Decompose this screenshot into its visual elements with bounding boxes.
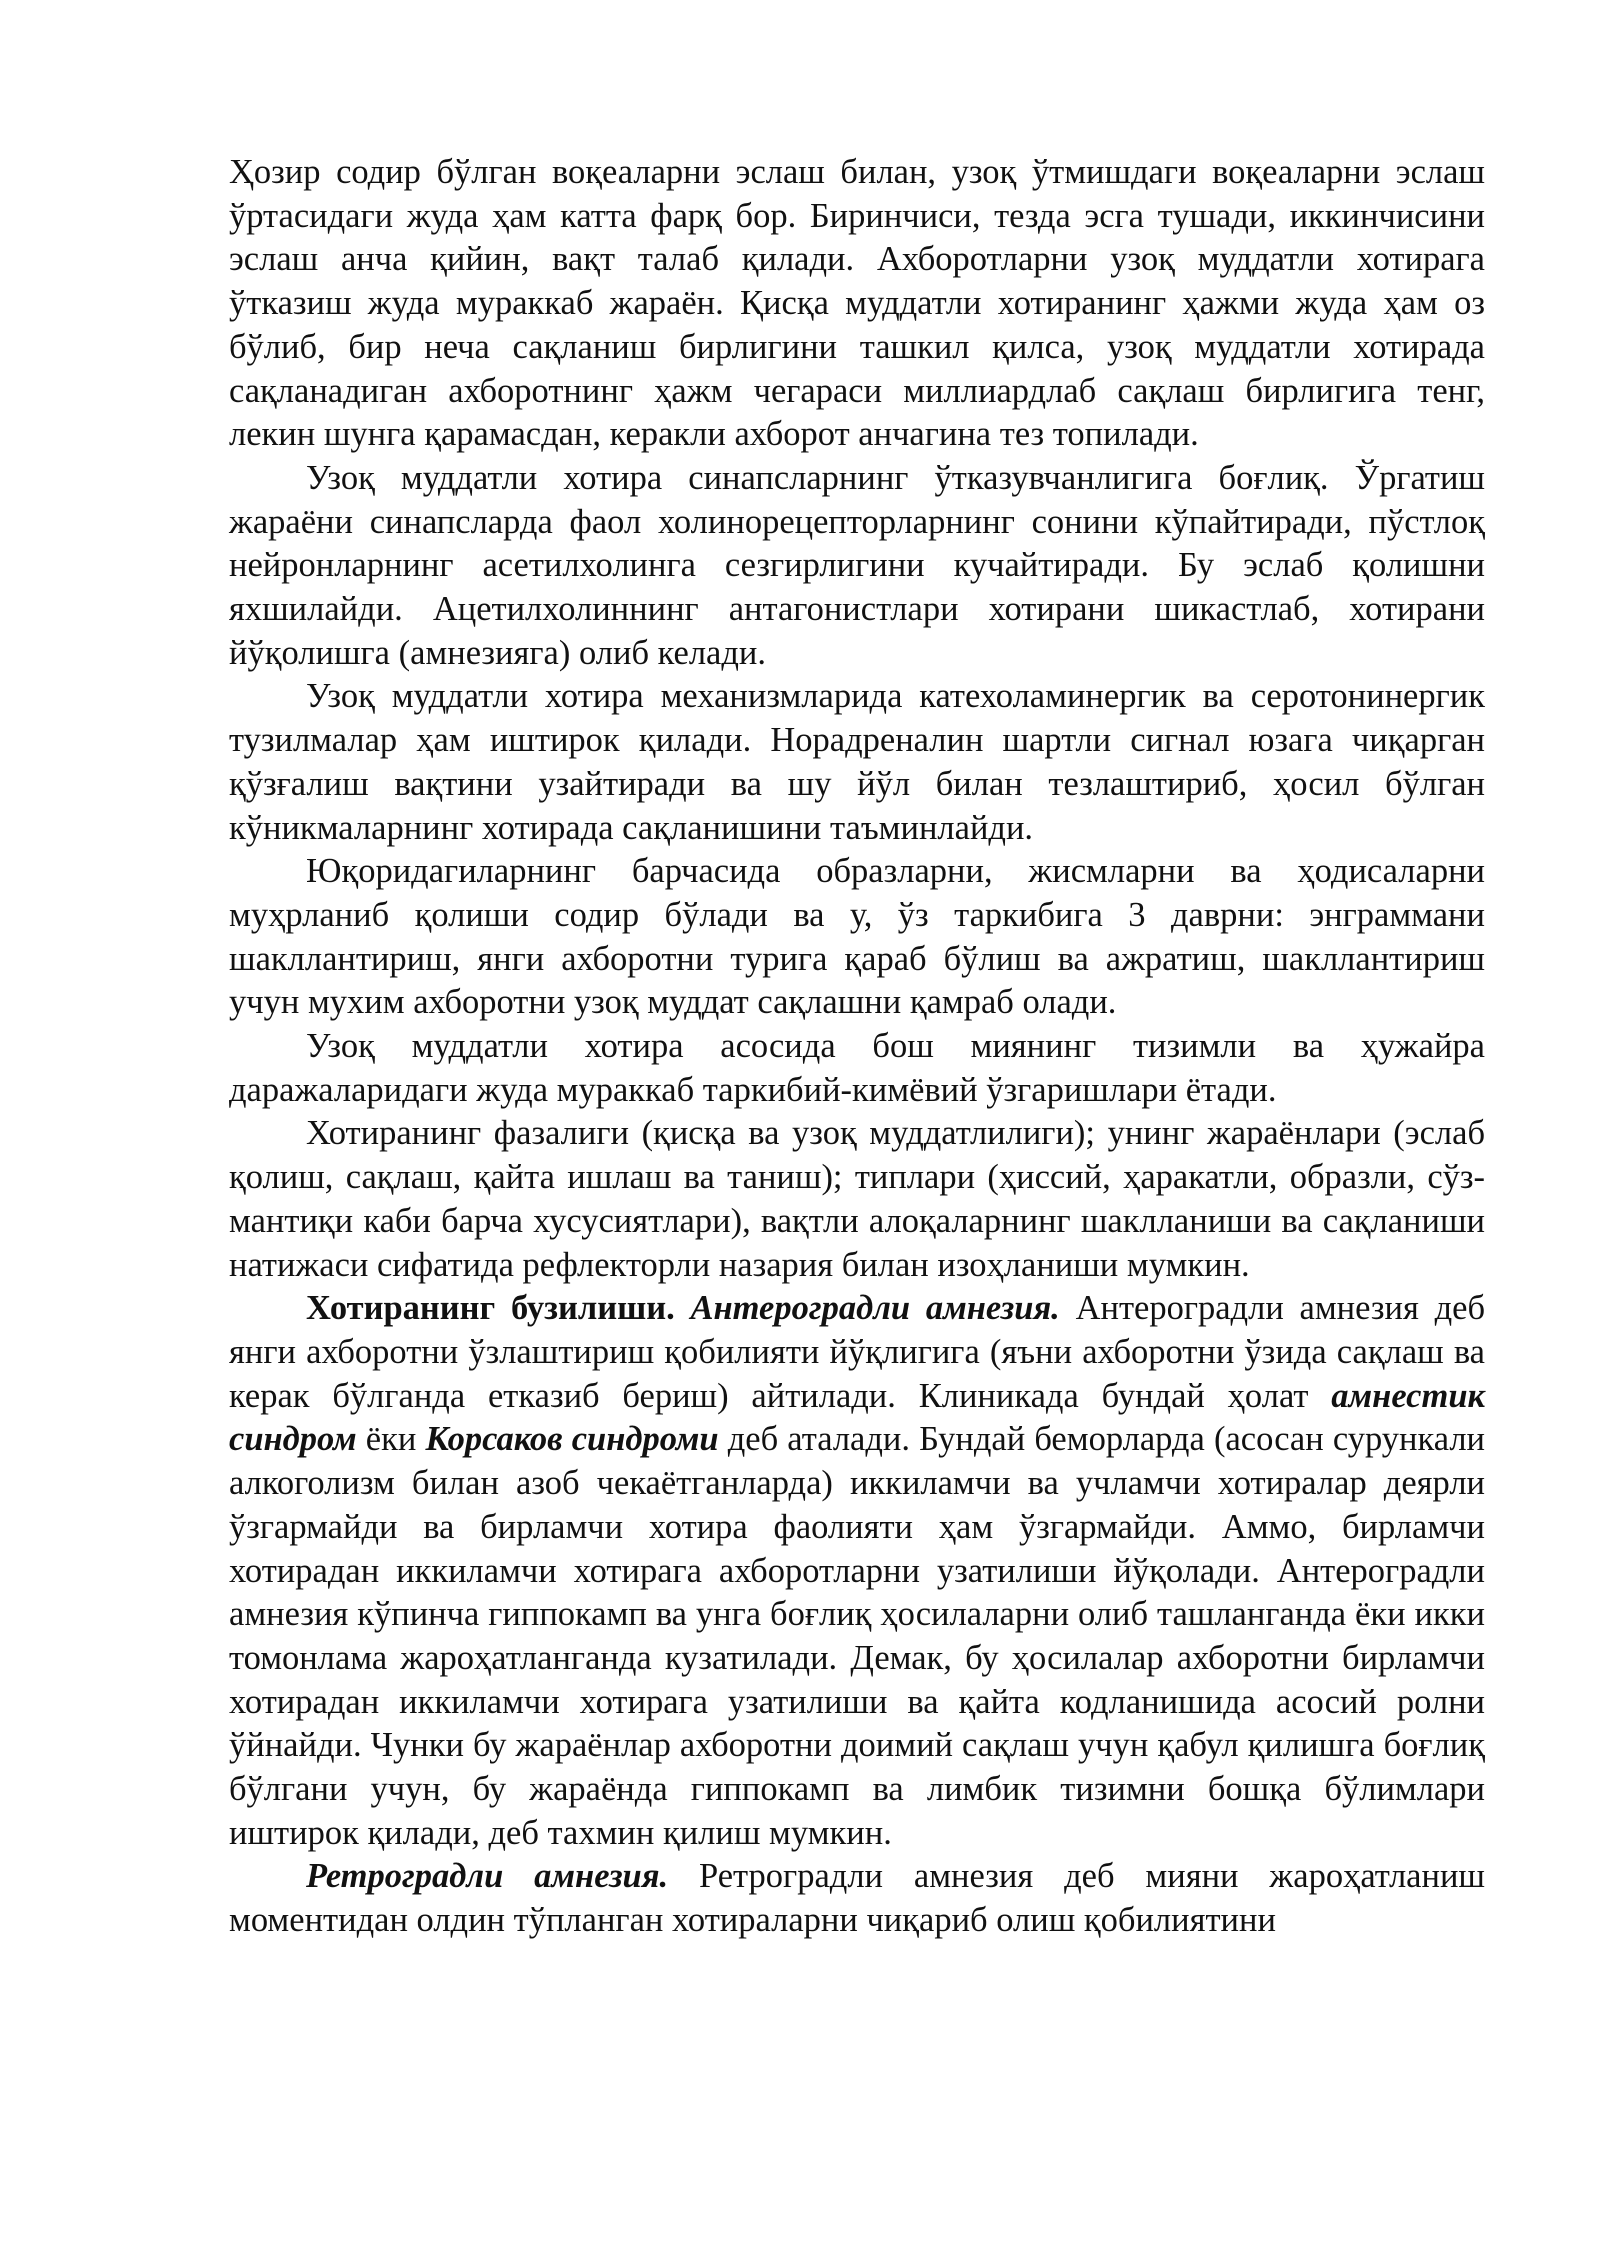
term-korsakov-syndrome: Корсаков синдроми (425, 1420, 719, 1459)
subheading-retrograde-amnesia: Ретроградли амнезия. (306, 1857, 669, 1896)
paragraph-7-text-b: ёки (365, 1420, 417, 1459)
paragraph-8-text: Ретроградли амнезия деб мияни жароҳатланиш моментидан олдин тўпланган хотираларни чиқариб олиш қобилиятини (229, 1857, 1485, 1940)
paragraph-2: Узоқ муддатли хотира синапсларнинг ўтказувчанлигига боғлиқ. Ўргатиш жараёни синапсларда фаол холинорецепторларнинг сонини кўпайтиради, пўстлоқ нейронларнинг асетилхолинга сезгирлигини кучайтиради. Бу эслаб қолишни яхшилайди. Ацетилхолиннинг антагонистлари хотирани шикастлаб, хотирани йўқолишга (амнезияга) олиб келади. (229, 458, 1485, 672)
subheading-anterograde-amnesia: Антероградли амнезия. (690, 1289, 1060, 1328)
document-text (229, 151, 1485, 1943)
term-amnestic-syndrome: амнестик синдром (229, 1376, 1485, 1459)
section-heading-memory-disorders: Хотиранинг бузилиши. (306, 1289, 675, 1328)
paragraph-7-text-c: деб аталади. Бундай беморларда (асосан сурункали алкоголизм билан азоб чекаётганларда) иккиламчи ва учламчи хотиралар деярли ўзгармайди ва бирламчи хотира фаолияти ҳам ўзгармайди. Аммо, бирламчи хотирадан иккиламчи хотирага ахборотларни узатилиши йўқолади. Антероградли амнезия кўпинча гиппокамп ва унга боғлиқ ҳосилаларни олиб ташланганда ёки икки томонлама жароҳатланганда кузатилади. Демак, бу ҳосилалар ахборотни бирламчи хотирадан иккиламчи хотирага узатилиши ва қайта кодланишида асосий ролни ўйнайди. Чунки бу жараёнлар ахборотни доимий сақлаш учун қабул қилишга боғлиқ бўлгани учун, бу жараёнда гиппокамп ва лимбик тизимни бошқа бўлимлари иштирок қилади, деб тахмин қилиш мумкин. (229, 1420, 1486, 1852)
paragraph-8 (229, 1855, 1485, 1942)
paragraph-5: Узоқ муддатли хотира асосида бош миянинг тизимли ва ҳужайра даражаларидаги жуда мураккаб таркибий-кимёвий ўзгаришлари ётади. (229, 1027, 1485, 1109)
paragraph-7 (229, 1287, 1485, 1855)
paragraph-1: Ҳозир содир бўлган воқеаларни эслаш билан, узоқ ўтмишдаги воқеаларни эслаш ўртасидаги жуда ҳам катта фарқ бор. Биринчиси, тезда эсга тушади, иккинчисини эслаш анча қийин, вақт талаб қилади. Ахборотларни узоқ муддатли хотирага ўтказиш жуда мураккаб жараён. Қисқа муддатли хотиранинг ҳажми жуда ҳам оз бўлиб, бир неча сақланиш бирлигини ташкил қилса, узоқ муддатли хотирада сақланадиган ахборотнинг ҳажм чегараси миллиардлаб сақлаш бирлигига тенг, лекин шунга қарамасдан, керакли ахборот анчагина тез топилади. (229, 153, 1485, 454)
paragraph-3: Узоқ муддатли хотира механизмларида катехоламинергик ва серотонинергик тузилмалар ҳам иштирок қилади. Норадреналин шартли сигнал юзага чиқарган қўзғалиш вақтини узайтиради ва шу йўл билан тезлаштириб, ҳосил бўлган кўникмаларнинг хотирада сақланишини таъминлайди. (229, 677, 1485, 847)
paragraph-4: Юқоридагиларнинг барчасида образларни, жисмларни ва ҳодисаларни муҳрланиб қолиши содир бўлади ва у, ўз таркибига 3 даврни: энграммани шакллантириш, янги ахборотни турига қараб бўлиш ва ажратиш, шакллантириш учун мухим ахборотни узоқ муддат сақлашни қамраб олади. (229, 852, 1485, 1022)
paragraph-7-text-a: Антероградли амнезия деб янги ахборотни ўзлаштириш қобилияти йўқлигига (яъни ахборотни ўзида сақлаш ва керак бўлганда етказиб бериш) айтилади. Клиникада бундай ҳолат (229, 1289, 1485, 1415)
paragraph-6: Хотиранинг фазалиги (қисқа ва узоқ муддатлилиги); унинг жараёнлари (эслаб қолиш, сақлаш, қайта ишлаш ва таниш); типлари (ҳиссий, ҳаракатли, образли, сўз-мантиқи каби барча хусусиятлари), вақтли алоқаларнинг шаклланиши ва сақланиши натижаси сифатида рефлекторли назария билан изоҳланиши мумкин. (229, 1114, 1485, 1284)
